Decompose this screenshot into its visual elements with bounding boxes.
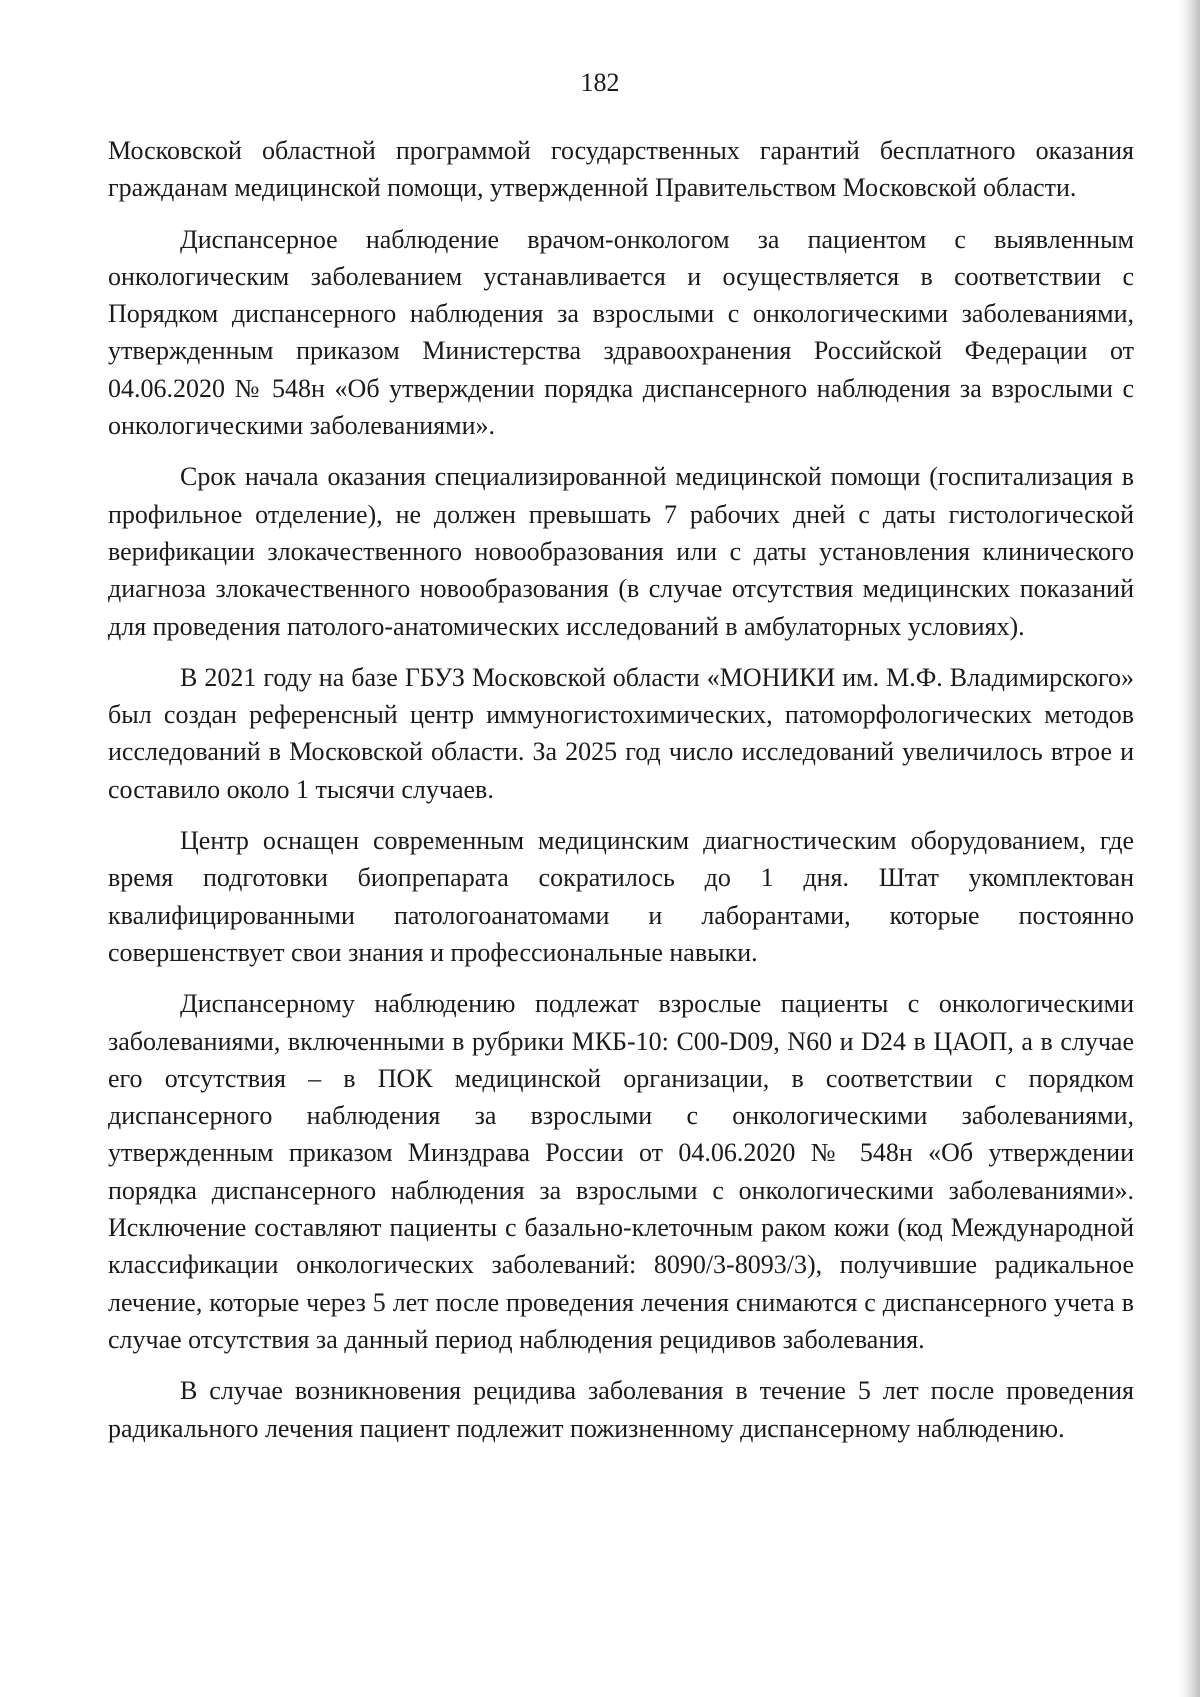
paragraph-dispensary-observation: Диспансерное наблюдение врачом-онкологом за пациентом с выявленным онкологическим заболеванием устанавливается и осуществляется в соответствии с Порядком диспансерного наблюдения за взрослыми с онкологическими заболеваниями, утвержденным приказом Министерства здравоохранения Российской Федерации от 04.06.2020 № 548н «Об утверждении порядка диспансерного наблюдения за взрослыми с онкологическими заболеваниями». bbox=[108, 224, 1134, 441]
paragraph-reference-center: В 2021 году на базе ГБУЗ Московской области «МОНИКИ им. М.Ф. Владимирского» был создан референсный центр иммуногистохимических, патоморфологических методов исследований в Московской области. За 2025 год число исследований увеличилось втрое и составило около 1 тысячи случаев. bbox=[108, 662, 1134, 804]
paragraph-eligible-patients: Диспансерному наблюдению подлежат взрослые пациенты с онкологическими заболеваниями, включенными в рубрики МКБ-10: С00-D09, N60 и D24 в ЦАОП, а в случае его отсутствия – в ПОК медицинской организации, в соответствии с порядком диспансерного наблюдения за взрослыми с онкологическими заболеваниями, утвержденным приказом Минздрава России от 04.06.2020 № 548н «Об утверждении порядка диспансерного наблюдения за взрослыми с онкологическими заболеваниями». Исключение составляют пациенты с базально-клеточным раком кожи (код Международной классификации онкологических заболеваний: 8090/3-8093/3), получившие радикальное лечение, которые через 5 лет после проведения лечения снимаются с диспансерного учета в случае отсутствия за данный период наблюдения рецидивов заболевания. bbox=[108, 989, 1134, 1354]
paragraph-recurrence: В случае возникновения рецидива заболевания в течение 5 лет после проведения радикального лечения пациент подлежит пожизненному диспансерному наблюдению. bbox=[108, 1376, 1134, 1443]
paragraph-care-start-deadline: Срок начала оказания специализированной медицинской помощи (госпитализация в профильное отделение), не должен превышать 7 рабочих дней с даты гистологической верификации злокачественного новообразования или с даты установления клинического диагноза злокачественного новообразования (в случае отсутствия медицинских показаний для проведения патолого-анатомических исследований в амбулаторных условиях). bbox=[108, 462, 1134, 641]
scan-edge-shadow bbox=[1178, 0, 1200, 1697]
page-number: 182 bbox=[580, 68, 620, 97]
paragraph-center-equipment: Центр оснащен современным медицинским диагностическим оборудованием, где время подготовки биопрепарата сократилось до 1 дня. Штат укомплектован квалифицированными патологоанатомами и лаборантами, которые постоянно совершенствует свои знания и профессиональные навыки. bbox=[108, 826, 1134, 967]
document-body bbox=[108, 132, 1134, 1461]
paragraph-continuation: Московской областной программой государственных гарантий бесплатного оказания гражданам медицинской помощи, утвержденной Правительством Московской области. bbox=[108, 136, 1134, 203]
